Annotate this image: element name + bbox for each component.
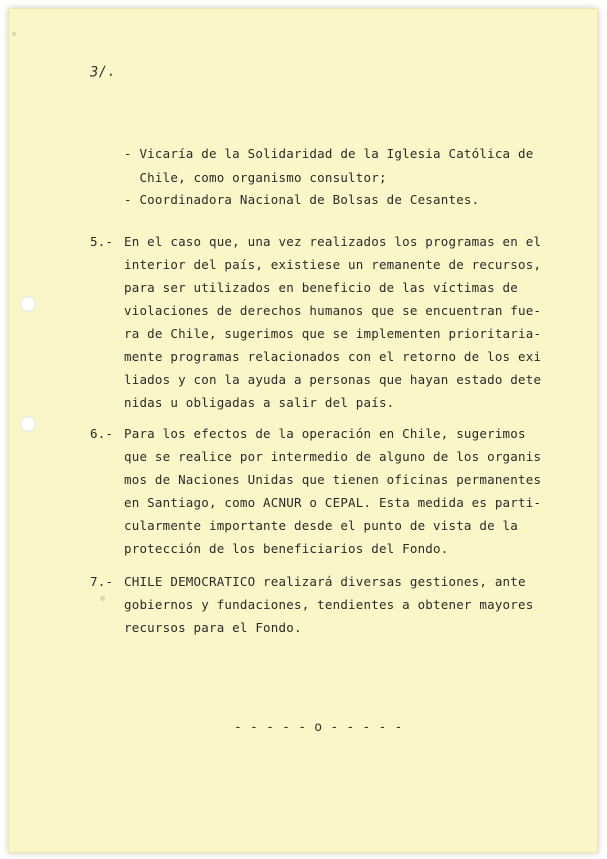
item-number: 6.- (90, 426, 114, 441)
punch-hole-top (20, 296, 36, 312)
item-number: 7.- (90, 574, 114, 589)
item-line: En el caso que, una vez realizados los programas en el (124, 234, 542, 249)
document-page (8, 8, 598, 853)
bullet-line: Chile, como organismo consultor; (124, 170, 387, 185)
item-line: interior del país, existiese un remanente de recursos, (124, 257, 542, 272)
item-line: protección de los beneficiarios del Fondo. (124, 541, 449, 556)
item-line: CHILE DEMOCRATICO realizará diversas gestiones, ante (124, 574, 526, 589)
bullet-line: - Vicaría de la Solidaridad de la Iglesia Católica de (124, 146, 534, 161)
ink-smudge (100, 596, 105, 601)
item-line: recursos para el Fondo. (124, 620, 302, 635)
ink-smudge (12, 32, 16, 36)
item-line: liados y con la ayuda a personas que hayan estado dete (124, 372, 542, 387)
item-line: que se realice por intermedio de alguno de los organis (124, 449, 542, 464)
item-line: en Santiago, como ACNUR o CEPAL. Esta medida es parti- (124, 495, 542, 510)
item-number: 5.- (90, 234, 114, 249)
item-line: violaciones de derechos humanos que se encuentran fue- (124, 303, 542, 318)
item-line: mente programas relacionados con el retorno de los exi (124, 349, 542, 364)
page-number: 3/. (89, 63, 117, 81)
item-line: para ser utilizados en beneficio de las víctimas de (124, 280, 519, 295)
item-line: cularmente importante desde el punto de vista de la (124, 518, 519, 533)
punch-hole-bottom (20, 416, 36, 432)
end-separator: - - - - - o - - - - - (234, 720, 403, 735)
item-line: nidas u obligadas a salir del país. (124, 395, 395, 410)
item-line: Para los efectos de la operación en Chile, sugerimos (124, 426, 526, 441)
bullet-line: - Coordinadora Nacional de Bolsas de Cesantes. (124, 192, 480, 207)
item-line: mos de Naciones Unidas que tienen oficinas permanentes (124, 472, 542, 487)
item-line: ra de Chile, sugerimos que se implementen prioritaria- (124, 326, 542, 341)
item-line: gobiernos y fundaciones, tendientes a obtener mayores (124, 597, 534, 612)
